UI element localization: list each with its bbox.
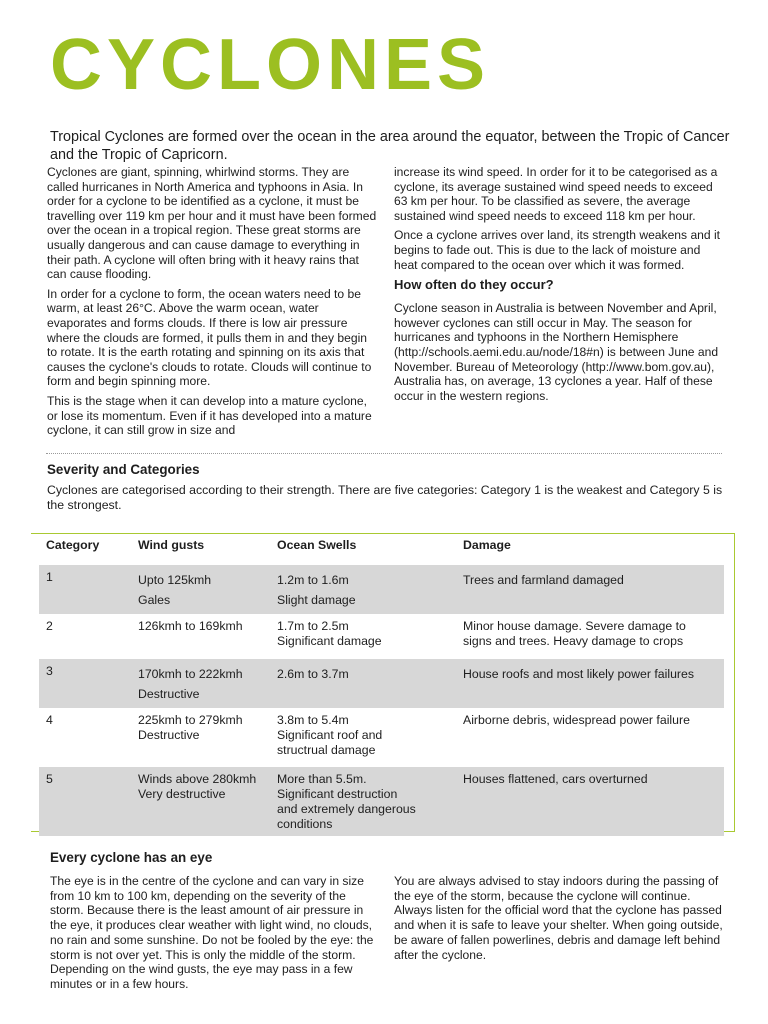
cell-category: 3 bbox=[39, 659, 131, 708]
cell-line: Upto 125kmh bbox=[138, 573, 212, 587]
cell-ocean bbox=[270, 767, 456, 836]
cell-damage bbox=[456, 708, 724, 767]
cell-damage bbox=[456, 614, 724, 659]
cell-ocean bbox=[270, 659, 456, 708]
cell-line: 225kmh to 279kmh bbox=[138, 713, 243, 727]
paragraph: This is the stage when it can develop into a mature cyclone, or lose its momentum. Even if it has developed into a mature cyclone, it can still grow in size and bbox=[47, 393, 372, 438]
severity-intro: Cyclones are categorised according to their strength. There are five categories: Category 1 is the weakest and Category 5 is the strongest. bbox=[47, 483, 723, 512]
cell-wind bbox=[131, 659, 270, 708]
eye-right-paragraph: You are always advised to stay indoors during the passing of the eye of the storm, because the cyclone will continue. Always listen for the official word that the cyclone has passed and when it is safe to leave your shelter. When going outside, be aware of fallen powerlines, debris and damage left behind after the cyclone. bbox=[394, 874, 723, 962]
cell-line: Significant destruction bbox=[277, 787, 398, 801]
left-column bbox=[47, 165, 377, 443]
cell-wind bbox=[131, 565, 270, 614]
cell-line: Minor house damage. Severe damage to bbox=[463, 619, 686, 633]
cell-line: Gales bbox=[138, 593, 171, 607]
header-ocean-swells: Ocean Swells bbox=[277, 538, 357, 552]
cell-category: 4 bbox=[46, 713, 53, 727]
cell-line: House roofs and most likely power failures bbox=[463, 667, 695, 681]
cell-line: signs and trees. Heavy damage to crops bbox=[463, 634, 684, 648]
table-row bbox=[39, 708, 724, 767]
cell-line: Significant roof and bbox=[277, 728, 383, 742]
cell-line: More than 5.5m. bbox=[277, 772, 367, 786]
cell-category: 2 bbox=[46, 619, 53, 633]
severity-heading: Severity and Categories bbox=[47, 462, 200, 477]
cell-line: and extremely dangerous bbox=[277, 802, 416, 816]
eye-heading: Every cyclone has an eye bbox=[50, 850, 213, 865]
cell-damage bbox=[456, 659, 724, 708]
paragraph: increase its wind speed. In order for it to be categorised as a cyclone, its average sustained wind speed needs to exceed 63 km per hour. To be classified as severe, the average sustained wind speed needs to exceed 118 km per hour. bbox=[394, 165, 718, 223]
paragraph: Once a cyclone arrives over land, its strength weakens and it begins to fade out. This is due to the lack of moisture and heat compared to the ocean over which it was formed. bbox=[394, 228, 721, 272]
table-row bbox=[39, 565, 724, 614]
paragraph: Cyclones are giant, spinning, whirlwind storms. They are called hurricanes in North America and typhoons in Asia. In order for a cyclone to be identified as a cyclone, it must be travelling over 119 km per hour and it must have been formed over the ocean in a tropical region. These great storms are usually dangerous and can cause damage to everything in their path. A cyclone will often bring with it heavy rains that can cause flooding. bbox=[47, 165, 377, 282]
categories-table bbox=[39, 534, 724, 836]
cell-ocean bbox=[270, 565, 456, 614]
cell-line: Destructive bbox=[138, 687, 200, 701]
cell-line: 2.6m to 3.7m bbox=[277, 667, 349, 681]
header-damage: Damage bbox=[463, 538, 511, 552]
table-row bbox=[39, 767, 724, 836]
paragraph: Cyclone season in Australia is between November and April, however cyclones can still occur in May. The season for hurricanes and typhoons in the Northern Hemisphere (http://schools.aemi.edu.au/node/18#n) is between June and November. Bureau of Meteorology (http://www.bom.gov.au), Australia has, on average, 13 cyclones a year. Half of these occur in the western regions. bbox=[394, 301, 719, 403]
cell-line: 3.8m to 5.4m bbox=[277, 713, 349, 727]
header-category: Category bbox=[46, 538, 100, 552]
cell-line: Winds above 280kmh bbox=[138, 772, 257, 786]
cell-damage bbox=[456, 767, 724, 836]
cell-wind bbox=[131, 767, 270, 836]
eye-left-paragraph: The eye is in the centre of the cyclone and can vary in size from 10 km to 100 km, depending on the severity of the storm. Because there is the least amount of air pressure in the eye, it produces clear weather with light wind, no clouds, no rain and some sunshine. Do not be fooled by the eye: the storm is not over yet. This is only the middle of the storm. Depending on the wind gusts, the eye may pass in a few minutes or in a few hours. bbox=[50, 874, 374, 991]
cell-line: structrual damage bbox=[277, 743, 376, 757]
table-row bbox=[39, 614, 724, 659]
cell-line: 126kmh to 169kmh bbox=[138, 619, 243, 633]
cell-line: conditions bbox=[277, 817, 333, 831]
cell-damage bbox=[456, 565, 724, 614]
cell-ocean bbox=[270, 708, 456, 767]
cell-line: Houses flattened, cars overturned bbox=[463, 772, 648, 786]
section-heading: How often do they occur? bbox=[394, 277, 554, 293]
cell-line: Destructive bbox=[138, 728, 200, 742]
cell-category: 5 bbox=[39, 767, 131, 836]
header-wind-gusts: Wind gusts bbox=[138, 538, 205, 552]
cell-category: 1 bbox=[39, 565, 131, 614]
cell-ocean bbox=[270, 614, 456, 659]
table-row bbox=[39, 659, 724, 708]
cell-wind bbox=[131, 614, 270, 659]
intro-paragraph: Tropical Cyclones are formed over the ocean in the area around the equator, between the Tropic of Cancer and the Tropic of Capricorn. bbox=[50, 129, 730, 163]
cell-line: Airborne debris, widespread power failure bbox=[463, 713, 690, 727]
cell-line: 1.7m to 2.5m bbox=[277, 619, 349, 633]
cell-line: Trees and farmland damaged bbox=[463, 573, 624, 587]
table-header-row bbox=[39, 534, 724, 565]
cell-line: Slight damage bbox=[277, 593, 356, 607]
cell-line: 170kmh to 222kmh bbox=[138, 667, 243, 681]
page-title: CYCLONES bbox=[50, 25, 491, 105]
cell-line: Very destructive bbox=[138, 787, 226, 801]
cell-line: 1.2m to 1.6m bbox=[277, 573, 349, 587]
right-column bbox=[394, 165, 724, 408]
paragraph: In order for a cyclone to form, the ocean waters need to be warm, at least 26°C. Above the warm ocean, water evaporates and forms clouds. If there is low air pressure where the clouds are formed, it pulls them in and they begin to rotate. It is the earth rotating and spinning on its axis that causes the cyclone's clouds to rotate. Clouds will continue to form and begin spinning more. bbox=[47, 286, 372, 389]
dotted-divider bbox=[46, 453, 722, 454]
cell-line: Significant damage bbox=[277, 634, 382, 648]
cell-wind bbox=[131, 708, 270, 767]
